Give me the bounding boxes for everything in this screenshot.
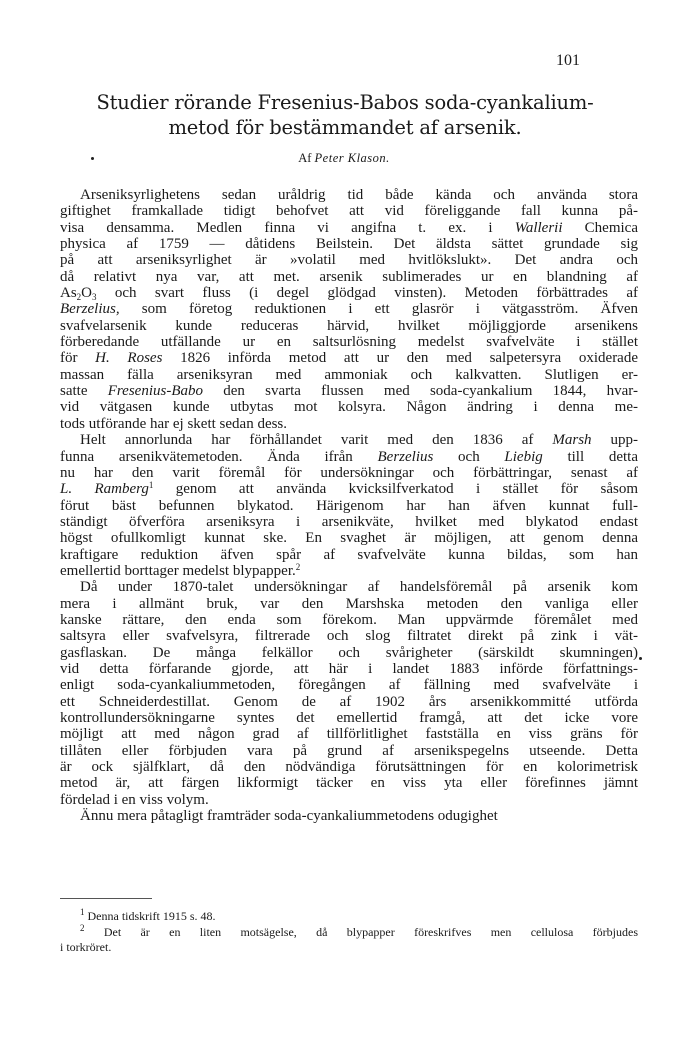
subscript: 2	[76, 292, 82, 303]
title-line-1: Studier rörande Fresenius-Babos soda-cyankalium-	[96, 91, 594, 114]
text-run: mera i allmänt bruk, var den Marshska metoden den vanliga eller	[60, 595, 638, 612]
text-run: då relativt nya var, att met. arsenik sublimerades ur en blandning af	[60, 268, 638, 285]
text-run: Ännu mera påtagligt framträder soda-cyankaliummetodens odugighet	[80, 808, 498, 825]
text-run: O	[81, 285, 93, 302]
text-line	[60, 383, 638, 399]
italic-text: Berzelius,	[60, 301, 120, 318]
text-line	[60, 432, 638, 448]
text-run: ett Schneiderdestillat. Genom de af 1902 års arsenikkommitté utförda	[60, 693, 638, 710]
text-line	[60, 269, 638, 285]
text-run: vid detta förfarande gjorde, att här i landet 1883 införde författnings-	[60, 660, 638, 677]
text-run: genom att använda kvicksilfverkatod i stället för såsom	[153, 481, 638, 498]
text-line	[60, 203, 638, 219]
footnote-marker: 2	[80, 922, 85, 933]
text-line	[60, 416, 638, 432]
text-run: vid vätgasen kunde utbytas mot kolsyra. Någon ändring i denna me-	[60, 399, 638, 416]
text-run: på att arseniksyrlighet är »volatil med hvitlökslukt». Det andra och	[60, 252, 638, 269]
text-run: fördelad i en viss volym.	[60, 791, 209, 808]
footnote-line	[60, 940, 638, 956]
text-run: giftighet framkallade tidigt behofvet att vid föreliggande fall kunna på-	[60, 203, 638, 220]
text-line	[60, 694, 638, 710]
text-run: som företog reduktionen i ett glasrör i vätgasström. Äfven	[119, 301, 638, 318]
text-line	[60, 579, 638, 595]
text-run: metod är, att färgen likformigt täcker en viss yta eller förefinnes jämnt	[60, 775, 638, 792]
footnote-marker: 1	[148, 480, 154, 491]
text-run: är ock själfklart, då den nödvändiga förutsättningen för en kolorimetrisk	[60, 759, 638, 776]
page-number: 101	[556, 52, 580, 69]
text-run: den svarta flussen med soda-cyankalium 1844, hvar-	[203, 383, 638, 400]
text-line	[60, 318, 638, 334]
text-line	[60, 301, 638, 317]
text-line	[60, 350, 638, 366]
text-line	[60, 449, 638, 465]
text-line	[60, 563, 638, 579]
text-line	[60, 677, 638, 693]
text-line	[60, 220, 638, 236]
text-run: och	[433, 448, 505, 465]
text-line	[60, 743, 638, 759]
author-name: Peter Klason.	[314, 151, 390, 165]
footnote-line	[60, 922, 638, 941]
italic-text: L. Ramberg	[60, 481, 149, 498]
text-run: upp-	[591, 432, 639, 449]
text-line	[60, 612, 638, 628]
text-run: Denna tidskrift 1915 s. 48.	[84, 909, 216, 923]
italic-text: Fresenius-Babo	[107, 383, 203, 400]
text-run: visa densamma. Medlen finna vi angifna t. ex. i	[60, 219, 515, 236]
text-run: As	[60, 285, 77, 302]
text-line	[60, 710, 638, 726]
text-line	[60, 465, 638, 481]
article-title	[40, 90, 650, 140]
footnote-marker: 1	[80, 907, 85, 917]
italic-text: Berzelius	[377, 448, 434, 465]
text-run: funna arsenikvätemetoden. Ända ifrån	[60, 448, 378, 465]
text-line	[60, 628, 638, 644]
footnote-marker: 2	[295, 561, 301, 572]
text-run: physica af 1759 — dåtidens Beilstein. Det äldsta sättet grundade sig	[60, 236, 638, 253]
text-run: Chemica	[562, 219, 638, 236]
text-line	[60, 547, 638, 563]
text-run: Helt annorlunda har förhållandet varit med den 1836 af	[80, 432, 553, 449]
italic-text: Liebig	[504, 448, 543, 465]
text-run: Arseniksyrlighetens sedan uråldrig tid både kända och använda stora	[80, 187, 638, 203]
article-body	[60, 187, 638, 824]
text-line	[60, 661, 638, 677]
text-run: för	[60, 350, 96, 367]
text-run: Det är en liten motsägelse, då blypapper föreskrifves men cellulosa förbjudes	[84, 924, 638, 939]
text-line	[60, 808, 638, 824]
italic-text: Marsh	[552, 432, 592, 449]
text-run: massan fälla arseniksyran med ammoniak och kalkvatten. Slutligen er-	[60, 366, 638, 383]
byline	[0, 151, 688, 166]
text-run: till detta	[542, 448, 638, 465]
text-run: förut bäst befunnen blykatod. Härigenom har han äfven kunnat full-	[60, 497, 638, 514]
text-run: i torkröret.	[60, 940, 112, 954]
text-run: ständigt öfverföra arseniksyra i arsenikväte, hvilket med blykatod endast	[60, 513, 638, 530]
footnote-divider	[60, 898, 152, 899]
text-run: kanske rättare, den enda som förekom. Man uppvärmde föremålet med	[60, 611, 638, 628]
text-run: kontrollundersökningarne syntes det emellertid framgå, att det icke vore	[60, 710, 638, 726]
text-run: 1826 införda metod att ur den med salpetersyra oxiderade	[162, 350, 639, 367]
text-run: och svart fluss (i degel glödgad vinsten). Metoden förbättrades af	[96, 285, 638, 302]
text-line	[60, 236, 638, 252]
text-line	[60, 481, 638, 497]
text-run: nu har den varit föremål för undersökningar och förbättringar, senast af	[60, 464, 638, 481]
text-line	[60, 252, 638, 268]
text-line	[60, 514, 638, 530]
text-line	[60, 759, 638, 775]
text-line	[60, 775, 638, 791]
text-line	[60, 596, 638, 612]
text-line	[60, 645, 638, 661]
text-line	[60, 399, 638, 415]
text-line	[60, 792, 638, 808]
footnote-line	[60, 909, 638, 925]
text-line	[60, 187, 638, 203]
text-line	[60, 367, 638, 383]
text-line	[60, 334, 638, 350]
text-run: gasflaskan. De många felkällor och svårigheter (särskildt skumningen)	[60, 644, 638, 661]
text-line	[60, 498, 638, 514]
scan-speck	[639, 657, 642, 660]
text-run: saltsyra eller svafvelsyra, filtrerade och slog filtratet direkt på zink i vät-	[60, 628, 638, 645]
text-line	[60, 285, 638, 301]
subscript: 3	[92, 292, 97, 303]
text-run: emellertid borttager medelst blypapper.	[60, 562, 296, 579]
text-run: högst ofullkomligt kunnat ske. En svaghet är möjligen, att genom denna	[60, 530, 638, 547]
text-run: svafvelarsenik kunde reduceras härvid, hvilket möjliggjorde arsenikens	[60, 317, 638, 334]
italic-text: Wallerii	[514, 219, 563, 236]
footnotes	[60, 909, 638, 956]
text-run: enligt soda-cyankaliummetoden, föregången af fällning med svafvelväte i	[60, 677, 638, 694]
text-line	[60, 530, 638, 546]
text-run: satte	[60, 383, 108, 400]
text-run: tods utförande har ej skett sedan dess.	[60, 415, 288, 432]
text-run: tillåten eller förbjuden vara på grund af arsenikspegelns utseende. Detta	[60, 742, 638, 759]
text-run: Då under 1870-talet undersökningar af handelsföremål på arsenik kom	[80, 579, 638, 596]
text-run: möjligt att med någon grad af tillförlitlighet fastställa en viss gräns för	[60, 726, 638, 743]
title-line-2: metod för bestämmandet af arsenik.	[168, 116, 522, 139]
text-run: förberedande utfällande ur en saltsurlösning medelst svafvelväte i stället	[60, 334, 638, 351]
text-run: kraftigare reduktion äfven spår af svafvelväte kunna bildas, som han	[60, 546, 638, 563]
byline-prefix: Af	[298, 151, 312, 165]
text-line	[60, 726, 638, 742]
italic-text: H. Roses	[95, 350, 163, 367]
